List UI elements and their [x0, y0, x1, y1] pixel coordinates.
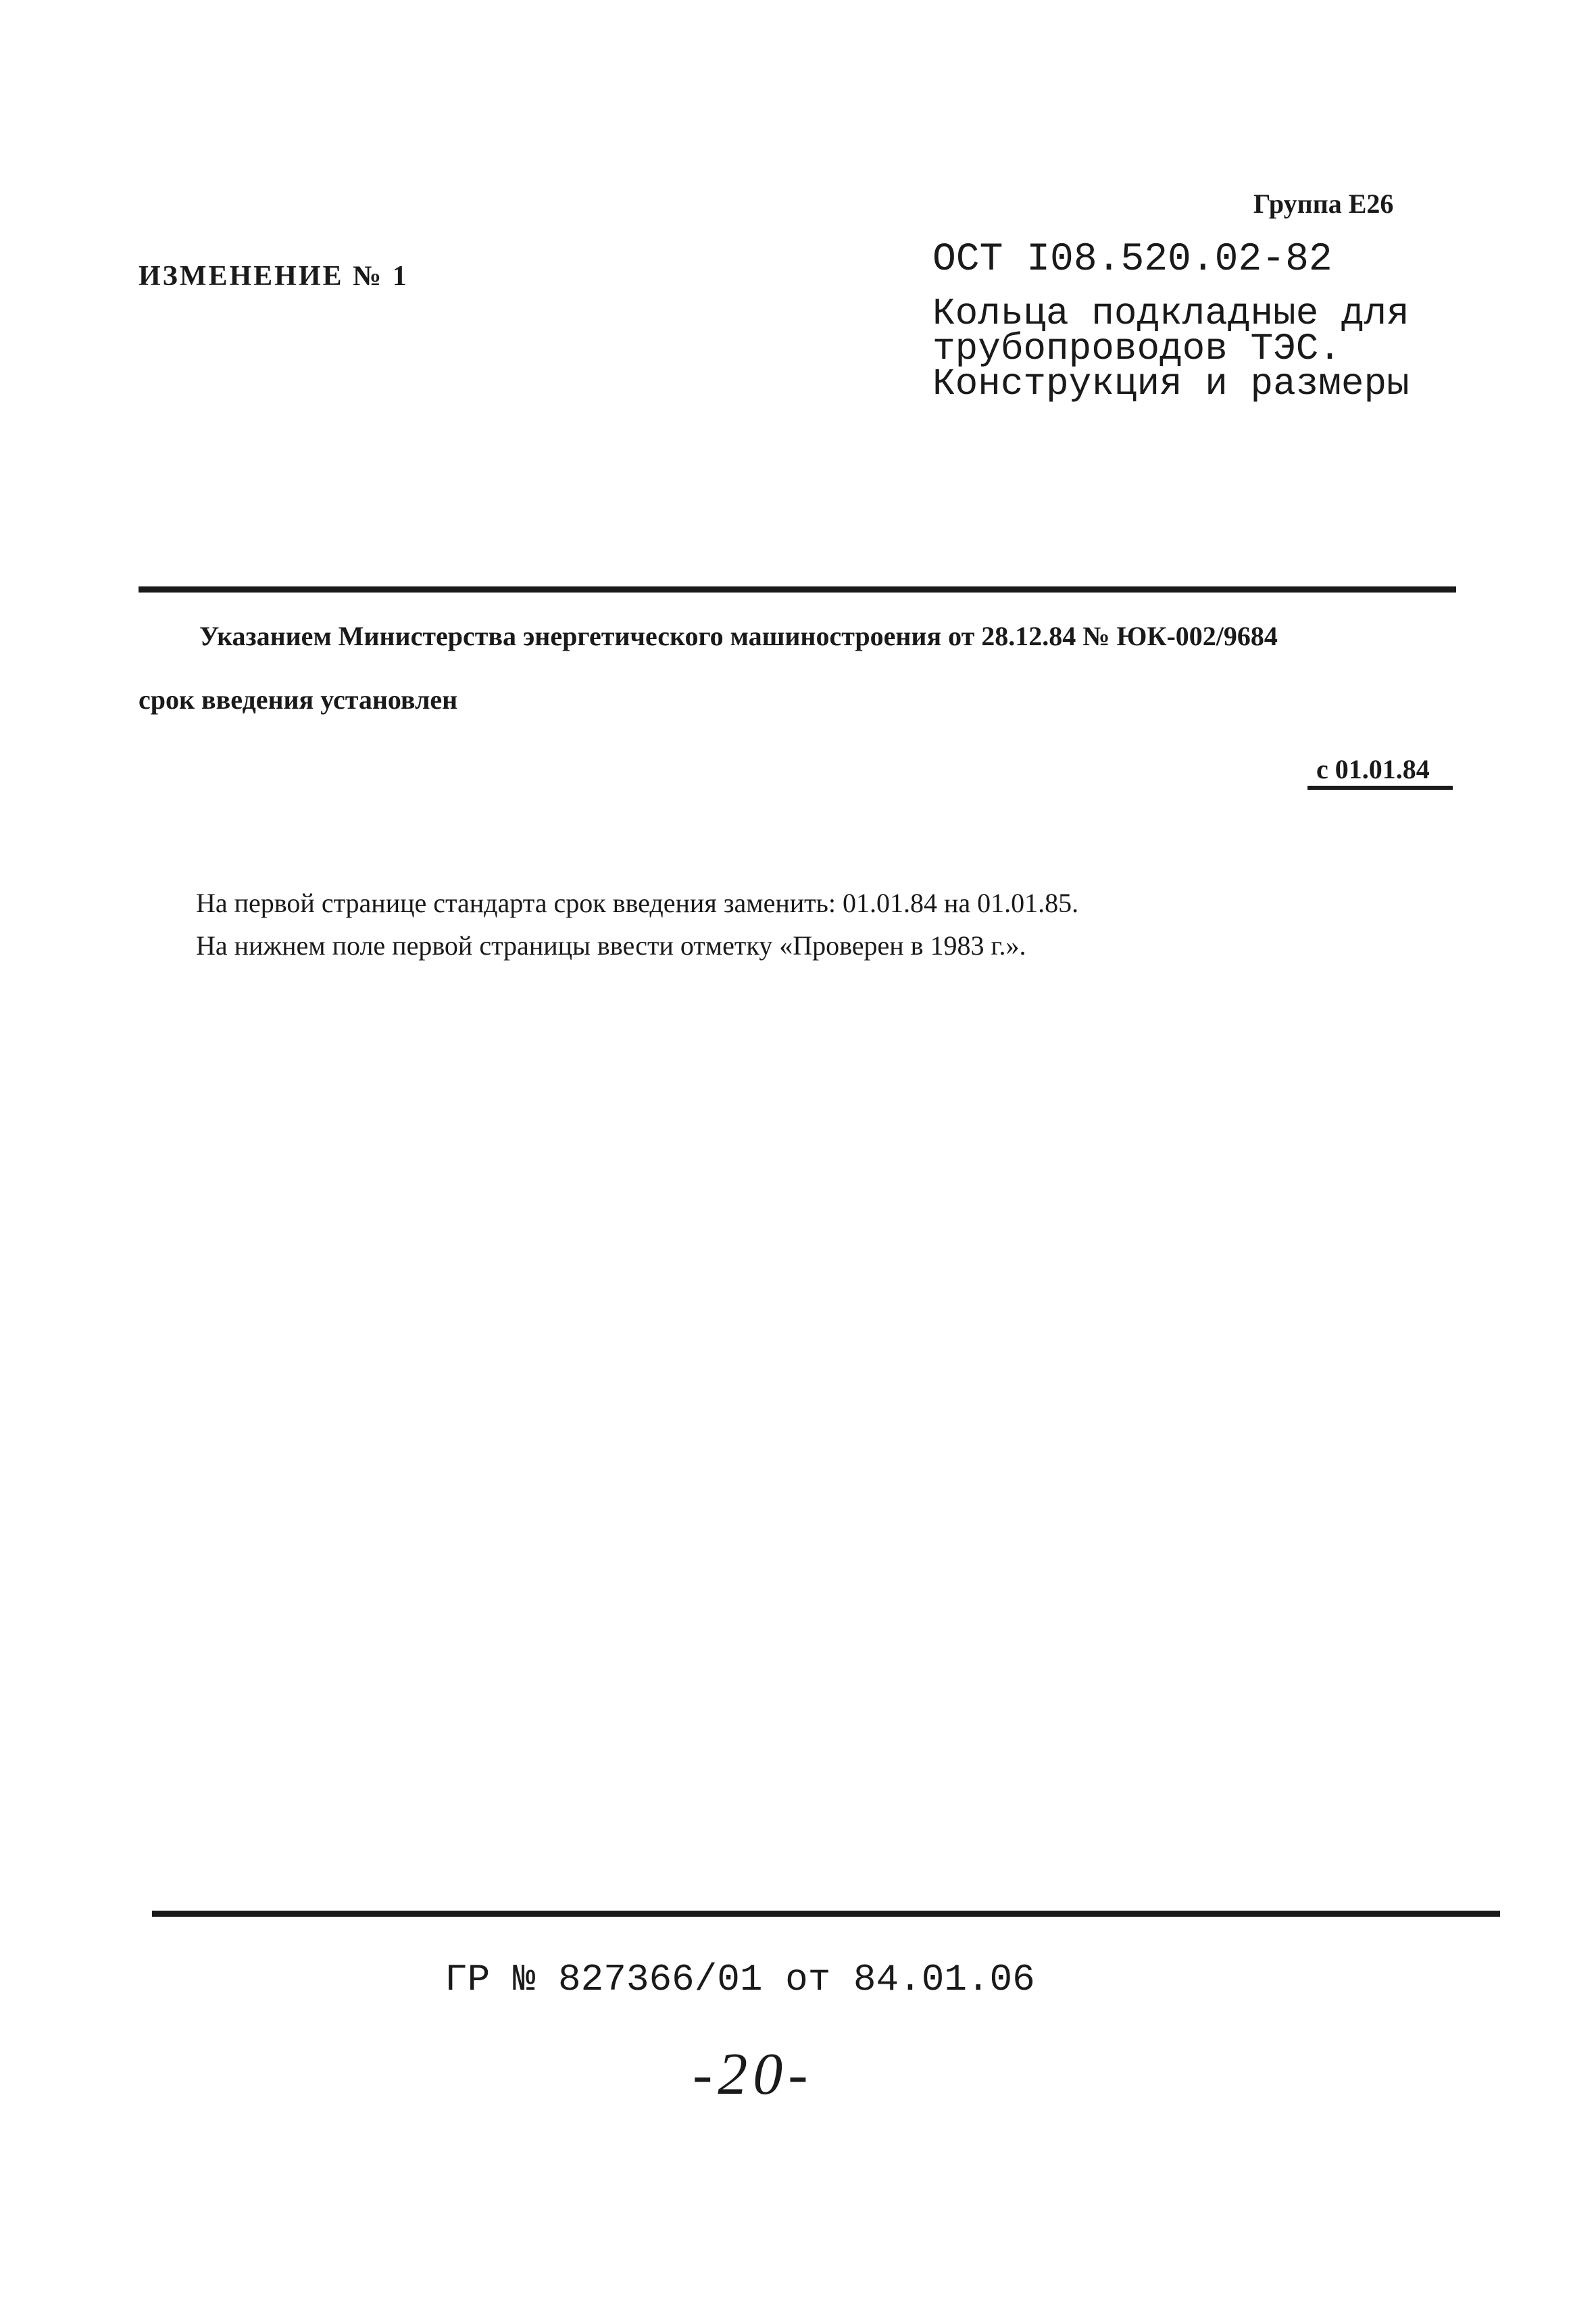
title-line: трубопроводов ТЭС. — [932, 327, 1341, 370]
title-line: Конструкция и размеры — [932, 362, 1410, 405]
body-line: На нижнем поле первой страницы ввести отметку «Проверен в 1983 г.». — [196, 930, 1026, 961]
page-number: -20- — [693, 2042, 814, 2107]
effective-date-underline — [1307, 786, 1453, 790]
change-body — [196, 882, 1078, 967]
directive-text: Указанием Министерства энергетического машиностроения от 28.12.84 № ЮК-002/9684 — [199, 621, 1278, 651]
change-number: ИЗМЕНЕНИЕ № 1 — [139, 261, 409, 292]
body-line: На первой странице стандарта срок введения заменить: 01.01.84 на 01.01.85. — [196, 888, 1079, 918]
registration-number: ГР № 827366/01 от 84.01.06 — [445, 1958, 1035, 2001]
group-label: Группа Е26 — [1253, 188, 1394, 219]
effective-date: с 01.01.84 — [1316, 754, 1430, 784]
directive-term-text: срок введения установлен — [139, 684, 458, 715]
title-line: Кольца подкладные для — [932, 292, 1410, 335]
standard-code: ОСТ I08.520.02-82 — [932, 238, 1332, 282]
top-divider — [139, 586, 1456, 593]
standard-title — [932, 292, 1410, 405]
bottom-divider — [152, 1911, 1500, 1917]
